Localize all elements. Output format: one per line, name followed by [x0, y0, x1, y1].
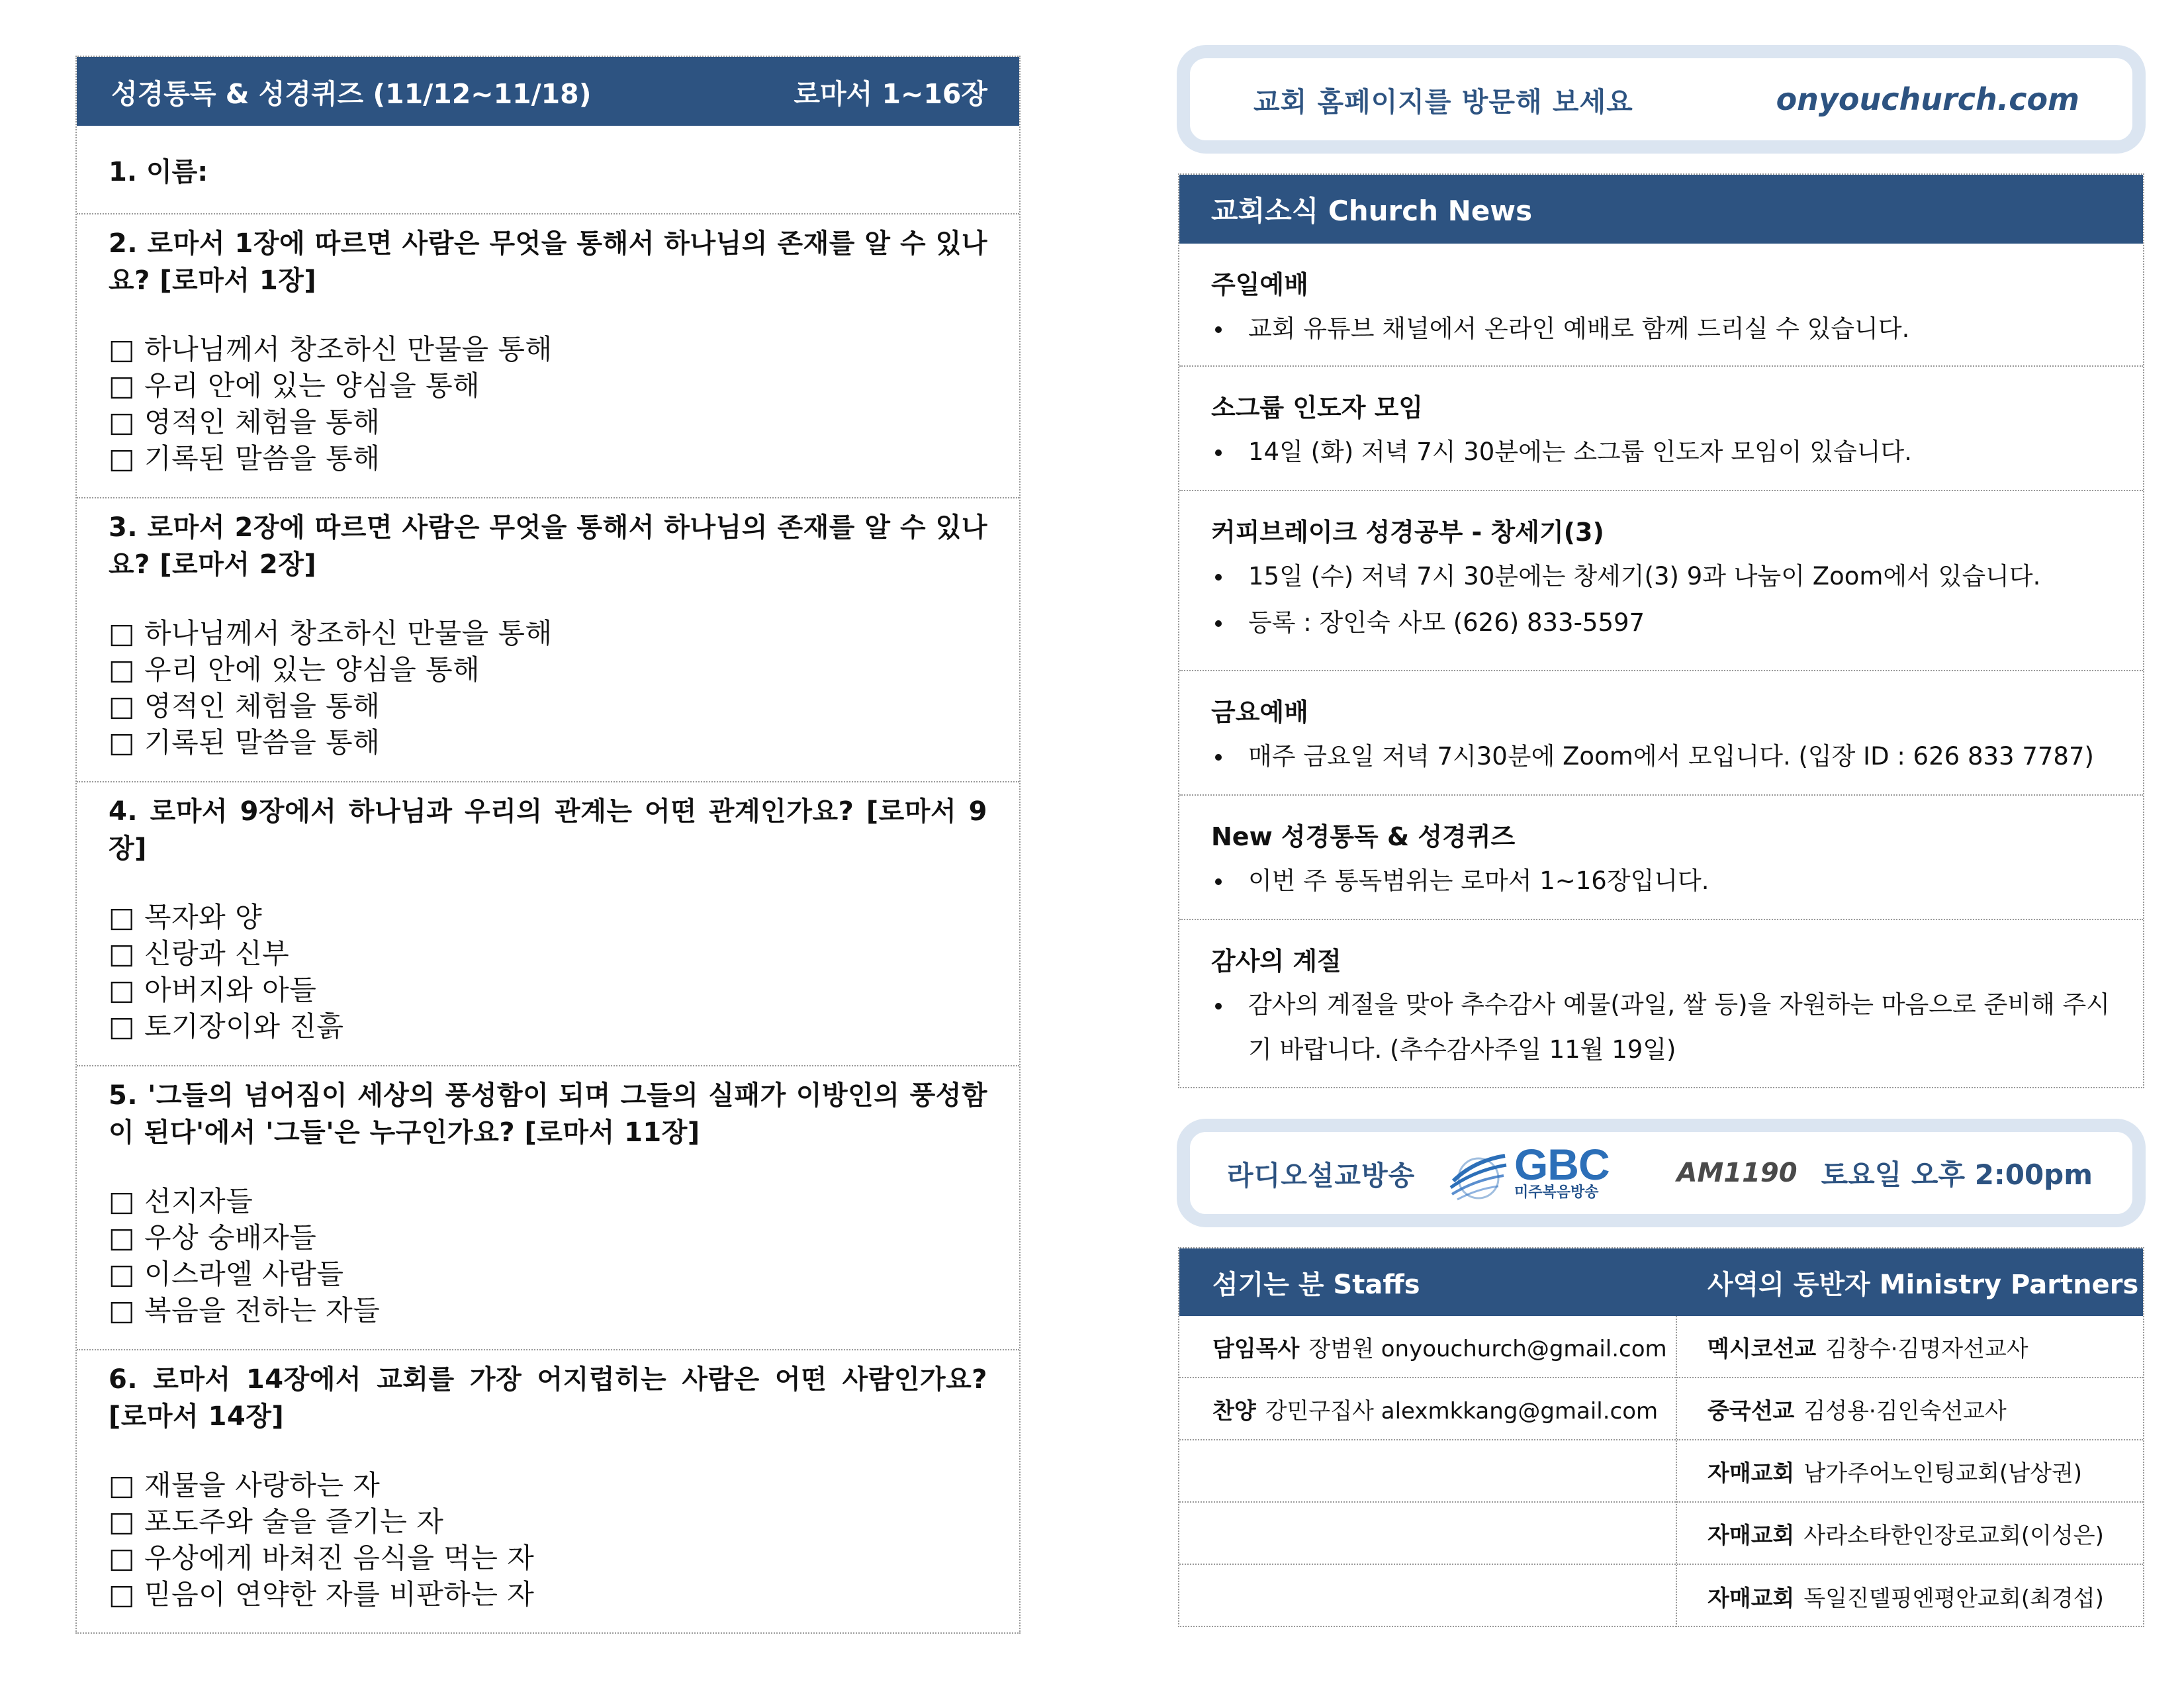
radio-frequency: AM1190 [1676, 1158, 1797, 1188]
option-checkbox[interactable]: □ 영적인 체험을 통해 [109, 690, 381, 722]
option-checkbox[interactable]: □ 하나님께서 창조하신 만물을 통해 [109, 617, 553, 649]
news-item-sunday-worship [1179, 244, 2143, 367]
question-options [109, 1467, 987, 1613]
news-item-title: 금요예배 [1211, 698, 1308, 727]
partner-detail: 김창수·김명자선교사 [1825, 1335, 2028, 1362]
radio-banner [1177, 1119, 2146, 1227]
option-checkbox[interactable]: □ 하나님께서 창조하신 만물을 통해 [109, 333, 553, 365]
news-bullet-list [1211, 733, 2111, 780]
partner-role: 자매교회 [1707, 1585, 1795, 1612]
staff-partners-panel [1178, 1247, 2144, 1627]
partners-header-label: 사역의 동반자 Ministry Partners [1707, 1269, 2139, 1300]
news-item-friday-worship [1179, 671, 2143, 796]
partner-role: 중국선교 [1707, 1397, 1795, 1425]
news-item-title: 감사의 계절 [1211, 947, 1342, 976]
gbc-logo-text: GBC [1514, 1140, 1610, 1189]
staff-header-label: 섬기는 분 Staffs [1212, 1269, 1420, 1300]
staff-header [1179, 1248, 2143, 1316]
news-bullet: 감사의 계절을 맞아 추수감사 예물(과일, 쌀 등)을 자원하는 마음으로 준비해 주시기 바랍니다. (추수감사주일 11월 19일) [1211, 982, 2111, 1072]
name-field[interactable] [77, 126, 1019, 214]
news-bullet: 이번 주 통독범위는 로마서 1~16장입니다. [1211, 858, 2111, 904]
staff-role: 찬양 [1212, 1397, 1256, 1425]
option-checkbox[interactable]: □ 목자와 양 [109, 901, 263, 933]
partner-role: 자매교회 [1707, 1522, 1795, 1549]
option-checkbox[interactable]: □ 기록된 말씀을 통해 [109, 726, 381, 759]
staff-row-empty [1179, 1440, 1676, 1503]
question-options [109, 331, 987, 477]
option-checkbox[interactable]: □ 신랑과 신부 [109, 937, 290, 970]
option-checkbox[interactable]: □ 우상 숭배자들 [109, 1221, 317, 1254]
bible-quiz-panel [75, 56, 1021, 1634]
name-label: 1. 이름: [109, 156, 208, 187]
question-options [109, 615, 987, 761]
quiz-header-range: 로마서 1~16장 [794, 77, 987, 110]
question-title: 2. 로마서 1장에 따르면 사람은 무엇을 통해서 하나님의 존재를 알 수 있나요? [로마서 1장] [109, 228, 987, 296]
partner-row [1677, 1503, 2143, 1565]
news-item-coffee-break-study [1179, 491, 2143, 671]
gbc-logo-subtext: 미주복음방송 [1514, 1184, 1599, 1201]
option-checkbox[interactable]: □ 재물을 사랑하는 자 [109, 1469, 381, 1501]
question-title: 3. 로마서 2장에 따르면 사람은 무엇을 통해서 하나님의 존재를 알 수 있나요? [로마서 2장] [109, 512, 987, 580]
partner-detail: 사라소타한인장로교회(이성은) [1803, 1522, 2104, 1549]
staff-list [1179, 1316, 1677, 1627]
homepage-banner [1177, 45, 2146, 154]
homepage-invite-text: 교회 홈페이지를 방문해 보세요 [1253, 85, 1633, 118]
news-bullet: 매주 금요일 저녁 7시30분에 Zoom에서 모입니다. (입장 ID : 626 833 7787) [1211, 733, 2111, 780]
partner-detail: 독일진델핑엔평안교회(최경섭) [1803, 1585, 2104, 1612]
quiz-question-2 [77, 214, 1019, 498]
news-item-title: 커피브레이크 성경공부 - 창세기(3) [1211, 518, 1604, 547]
news-item-small-group-leaders [1179, 367, 2143, 491]
quiz-question-4 [77, 782, 1019, 1066]
staff-row-empty [1179, 1565, 1676, 1627]
partner-detail: 남가주어노인팅교회(남상권) [1803, 1460, 2083, 1487]
partner-row [1677, 1440, 2143, 1503]
quiz-question-3 [77, 498, 1019, 782]
news-item-bible-reading-quiz [1179, 796, 2143, 920]
option-checkbox[interactable]: □ 포도주와 술을 즐기는 자 [109, 1505, 444, 1538]
news-bullet-list [1211, 306, 2111, 352]
option-checkbox[interactable]: □ 우리 안에 있는 양심을 통해 [109, 653, 480, 686]
option-checkbox[interactable]: □ 이스라엘 사람들 [109, 1258, 344, 1290]
option-checkbox[interactable]: □ 영적인 체험을 통해 [109, 406, 381, 438]
staff-row [1179, 1316, 1676, 1378]
news-bullet: 교회 유튜브 채널에서 온라인 예배로 함께 드리실 수 있습니다. [1211, 306, 2111, 352]
church-news-panel [1178, 173, 2144, 1088]
option-checkbox[interactable]: □ 우리 안에 있는 양심을 통해 [109, 369, 480, 402]
question-options [109, 1183, 987, 1329]
news-bullet: 14일 (화) 저녁 7시 30분에는 소그룹 인도자 모임이 있습니다. [1211, 429, 2111, 475]
news-bullet-list [1211, 553, 2111, 646]
option-checkbox[interactable]: □ 믿음이 연약한 자를 비판하는 자 [109, 1578, 535, 1611]
question-title: 4. 로마서 9장에서 하나님과 우리의 관계는 어떤 관계인가요? [로마서 9장] [109, 796, 987, 864]
option-checkbox[interactable]: □ 기록된 말씀을 통해 [109, 442, 381, 475]
news-bullet: 15일 (수) 저녁 7시 30분에는 창세기(3) 9과 나눔이 Zoom에서 있습니다. [1211, 553, 2111, 600]
option-checkbox[interactable]: □ 아버지와 아들 [109, 974, 317, 1006]
partner-row [1677, 1565, 2143, 1627]
news-item-title: New 성경통독 & 성경퀴즈 [1211, 822, 1516, 851]
partner-detail: 김성용·김인숙선교사 [1803, 1397, 2007, 1425]
option-checkbox[interactable]: □ 선지자들 [109, 1185, 253, 1217]
staff-role: 담임목사 [1212, 1335, 1300, 1362]
news-bullet-list [1211, 858, 2111, 904]
staff-detail: 장범원 onyouchurch@gmail.com [1308, 1335, 1667, 1362]
partner-list [1677, 1316, 2143, 1627]
news-header: 교회소식 Church News [1179, 175, 2143, 244]
news-bullet-list [1211, 982, 2111, 1072]
gbc-logo [1447, 1141, 1657, 1205]
news-bullet-list [1211, 429, 2111, 475]
news-item-title: 주일예배 [1211, 270, 1308, 299]
question-title: 6. 로마서 14장에서 교회를 가장 어지럽히는 사람은 어떤 사람인가요? [로마서 14장] [109, 1364, 987, 1432]
quiz-question-5 [77, 1066, 1019, 1350]
staff-detail: 강민구집사 alexmkkang@gmail.com [1265, 1397, 1659, 1425]
globe-swoosh-icon [1447, 1141, 1510, 1205]
option-checkbox[interactable]: □ 복음을 전하는 자들 [109, 1294, 381, 1327]
staff-row [1179, 1378, 1676, 1440]
quiz-question-6 [77, 1350, 1019, 1634]
staff-row-empty [1179, 1503, 1676, 1565]
option-checkbox[interactable]: □ 토기장이와 진흙 [109, 1010, 344, 1043]
radio-sermon-label: 라디오설교방송 [1227, 1159, 1416, 1192]
partner-role: 자매교회 [1707, 1460, 1795, 1487]
partner-row [1677, 1316, 2143, 1378]
option-checkbox[interactable]: □ 우상에게 바쳐진 음식을 먹는 자 [109, 1542, 535, 1574]
news-bullet: 등록 : 장인숙 사모 (626) 833-5597 [1211, 600, 2111, 646]
homepage-url-link[interactable]: onyouchurch.com [1776, 81, 2079, 117]
partner-row [1677, 1378, 2143, 1440]
radio-broadcast-time: 토요일 오후 2:00pm [1821, 1158, 2093, 1191]
news-item-title: 소그룹 인도자 모임 [1211, 393, 1424, 422]
partner-role: 멕시코선교 [1707, 1335, 1817, 1362]
quiz-header [77, 57, 1019, 126]
quiz-header-title: 성경통독 & 성경퀴즈 (11/12~11/18) [111, 77, 592, 110]
question-title: 5. '그들의 넘어짐이 세상의 풍성함이 되며 그들의 실패가 이방인의 풍성함이 된다'에서 '그들'은 누구인가요? [로마서 11장] [109, 1080, 987, 1148]
news-item-thanksgiving [1179, 920, 2143, 1086]
question-options [109, 899, 987, 1045]
